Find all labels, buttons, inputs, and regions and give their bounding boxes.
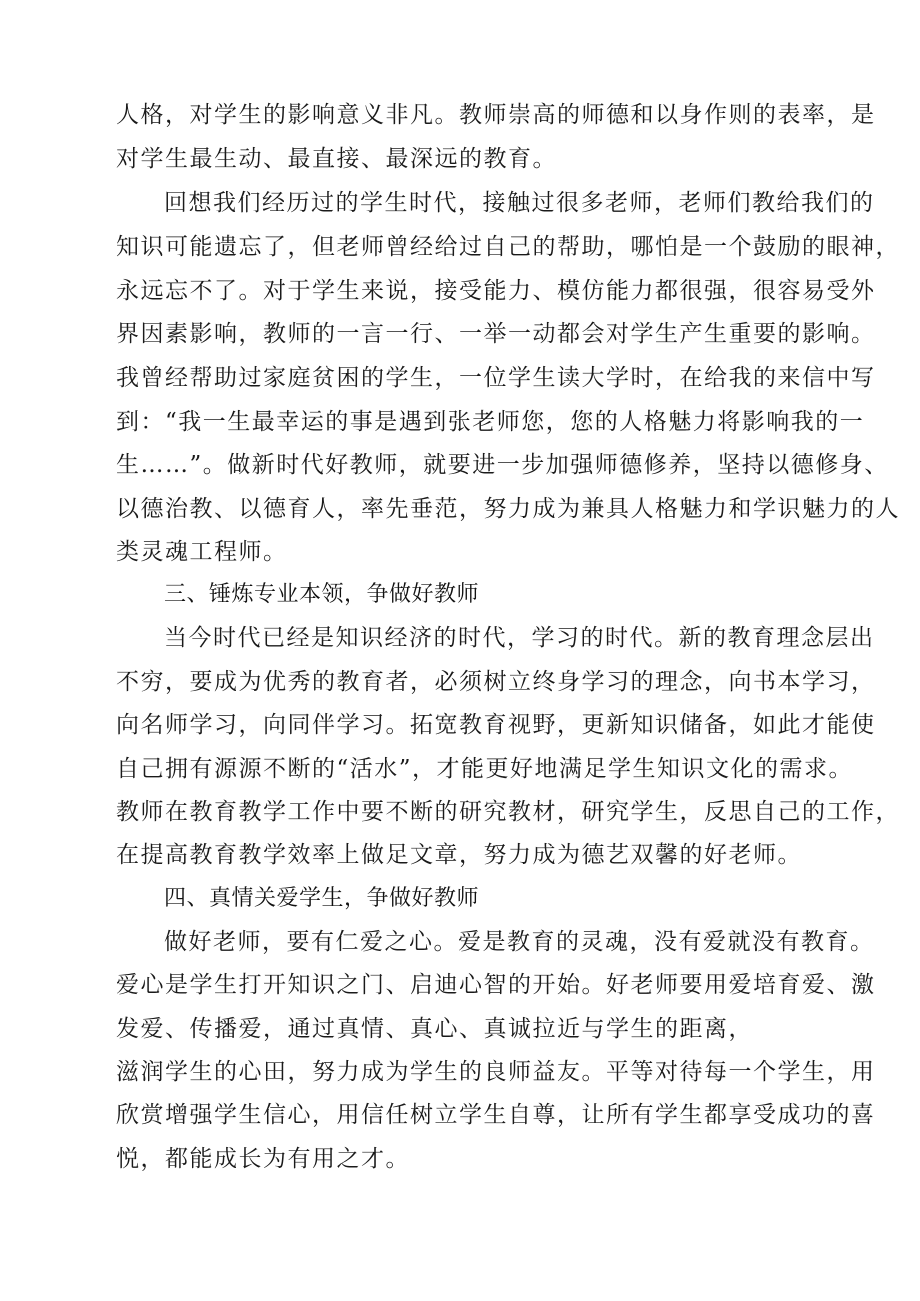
body-text-line: 不穷，要成为优秀的教育者，必须树立终身学习的理念，向书本学习， bbox=[116, 669, 876, 695]
body-text-line: 人格，对学生的影响意义非凡。教师崇高的师德和以身作则的表率，是 bbox=[116, 102, 876, 128]
body-text-line: 向名师学习，向同伴学习。拓宽教育视野，更新知识储备，如此才能使 bbox=[116, 712, 876, 738]
body-text-line: 教师在教育教学工作中要不断的研究教材，研究学生，反思自己的工作， bbox=[116, 799, 900, 825]
body-text-line: 类灵魂工程师。 bbox=[116, 539, 288, 565]
body-text-line: 在提高教育教学效率上做足文章，努力成为德艺双馨的好老师。 bbox=[116, 842, 802, 868]
body-text-line: 自己拥有源源不断的“活水”，才能更好地满足学生知识文化的需求。 bbox=[116, 756, 854, 782]
body-text-line: 知识可能遗忘了，但老师曾经给过自己的帮助，哪怕是一个鼓励的眼神， bbox=[116, 234, 900, 260]
body-text-line: 以德治教、以德育人，率先垂范，努力成为兼具人格魅力和学识魅力的人 bbox=[116, 496, 900, 522]
section-heading: 三、锤炼专业本领，争做好教师 bbox=[164, 582, 480, 607]
body-text-line: 我曾经帮助过家庭贫困的学生，一位学生读大学时，在给我的来信中写 bbox=[116, 365, 876, 391]
body-text-line: 永远忘不了。对于学生来说，接受能力、模仿能力都很强，很容易受外 bbox=[116, 278, 876, 304]
body-text-line: 生……”。做新时代好教师，就要进一步加强师德修养，坚持以德修身、 bbox=[116, 452, 889, 478]
body-text-line: 对学生最生动、最直接、最深远的教育。 bbox=[116, 146, 557, 172]
body-text-line: 悦，都能成长为有用之才。 bbox=[116, 1146, 410, 1172]
body-text-line: 到：“我一生最幸运的事是遇到张老师您，您的人格魅力将影响我的一 bbox=[116, 409, 865, 435]
body-text-line: 滋润学生的心田，努力成为学生的良师益友。平等对待每一个学生，用 bbox=[116, 1059, 876, 1085]
paragraph-first-line: 做好老师，要有仁爱之心。爱是教育的灵魂，没有爱就没有教育。 bbox=[164, 929, 875, 955]
body-text-line: 爱心是学生打开知识之门、启迪心智的开始。好老师要用爱培育爱、激 bbox=[116, 972, 876, 998]
body-text-line: 界因素影响，教师的一言一行、一举一动都会对学生产生重要的影响。 bbox=[116, 321, 876, 347]
section-heading: 四、真情关爱学生，争做好教师 bbox=[164, 886, 480, 911]
body-text-line: 发爱、传播爱，通过真情、真心、真诚拉近与学生的距离， bbox=[116, 1016, 753, 1042]
paragraph-first-line: 回想我们经历过的学生时代，接触过很多老师，老师们教给我们的 bbox=[164, 190, 875, 216]
body-text-line: 欣赏增强学生信心，用信任树立学生自尊，让所有学生都享受成功的喜 bbox=[116, 1102, 876, 1128]
paragraph-first-line: 当今时代已经是知识经济的时代，学习的时代。新的教育理念层出 bbox=[164, 625, 875, 651]
